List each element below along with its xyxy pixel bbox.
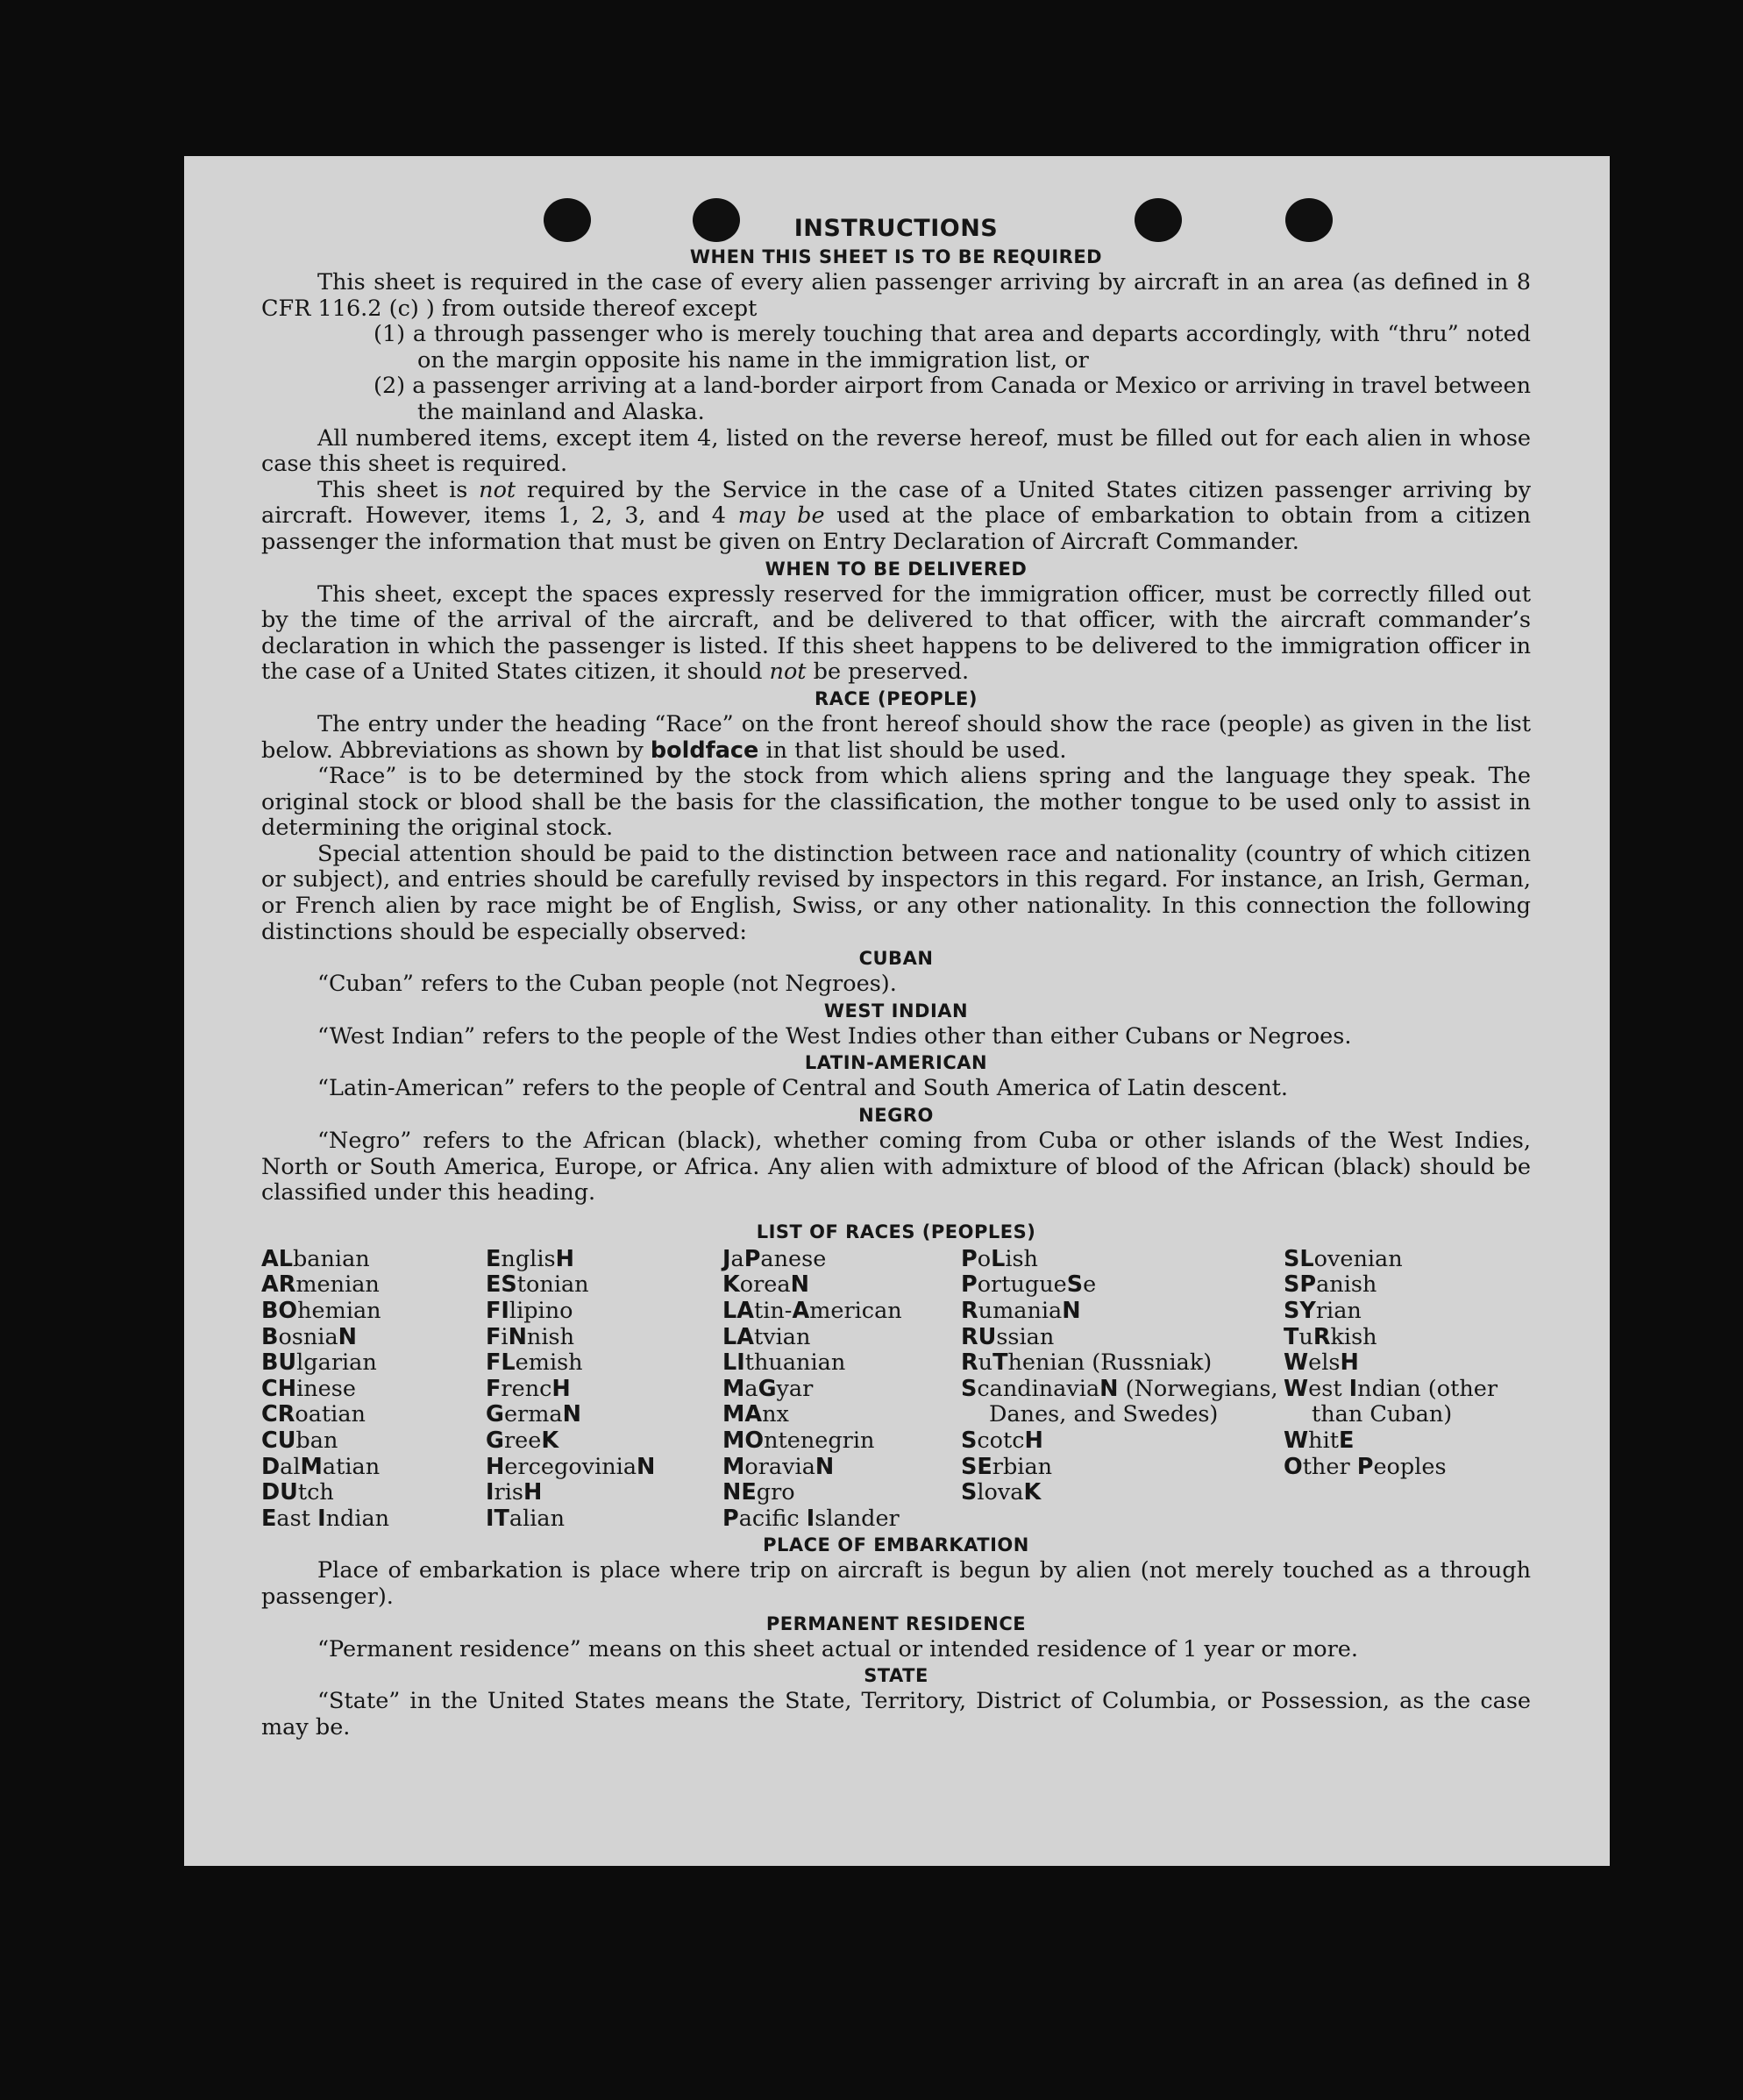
race-entry: BOhemian: [261, 1298, 381, 1324]
race-entry: IrisH: [486, 1479, 543, 1506]
heading-place-of-embarkation: PLACE OF EMBARKATION: [763, 1534, 1029, 1556]
race-entry: PoLish: [961, 1245, 1038, 1272]
race-entry: East Indian: [261, 1505, 390, 1532]
heading-latin-american: LATIN-AMERICAN: [804, 1052, 988, 1074]
race-column: [1284, 1247, 1531, 1533]
exception-2: (2) a passenger arriving at a land-border airport from Canada or Mexico or arriving in travel between the mainland and Alaska.: [374, 373, 1531, 425]
race-entry: SPanish: [1284, 1271, 1377, 1299]
required-intro: This sheet is required in the case of every alien passenger arriving by aircraft in an area (as defined in 8 CFR 116.2 (c) ) from outside thereof except: [261, 269, 1531, 322]
race-entry: FIlipino: [486, 1298, 573, 1324]
race-entry: DUtch: [261, 1479, 334, 1506]
page-title: INSTRUCTIONS: [793, 215, 999, 242]
citizen-note: This sheet is not required by the Service in the case of a United States citizen passenger arriving by aircraft. However, items 1, 2, 3, and 4 may be used at the place of embarkation to obtain from a citizen passenger the information that must be given on Entry Declaration of Aircraft Commander.: [261, 476, 1532, 555]
race-entry: DalMatian: [261, 1453, 381, 1480]
heading-race: RACE (PEOPLE): [815, 687, 978, 709]
latin-american-definition: “Latin-American” refers to the people of Central and South America of Latin descent.: [317, 1075, 1289, 1102]
race-entry: RUssian: [961, 1323, 1055, 1350]
race-paragraph-3: Special attention should be paid to the distinction between race and nationality (country of which citizen or subject), and entries should be carefully revised by inspectors in this regard. For instance, an Irish, German, or French alien by race might be of English, Swiss, or any other nationality. In this connection the following distinctions should be especially observed:: [261, 840, 1531, 945]
race-entry: RumaniaN: [961, 1298, 1081, 1324]
race-entry: WelsH: [1284, 1349, 1359, 1377]
cuban-definition: “Cuban” refers to the Cuban people (not Negroes).: [317, 971, 897, 998]
race-entry: LIthuanian: [722, 1349, 846, 1377]
race-entry: EnglisH: [486, 1245, 574, 1272]
race-entry: GermaN: [486, 1401, 581, 1428]
race-entry: Other Peoples: [1284, 1453, 1447, 1480]
race-entry: HercegoviniaN: [486, 1453, 656, 1480]
race-entry: SYrian: [1284, 1298, 1362, 1324]
heading-negro: NEGRO: [858, 1105, 934, 1127]
race-entry: KoreaN: [722, 1271, 809, 1299]
negro-definition: “Negro” refers to the African (black), whether coming from Cuba or other islands of the West Indies, North or South America, Europe, or Africa. Any alien with admixture of blood of the African (black) should be classified under this heading.: [261, 1128, 1531, 1207]
race-entry: Pacific Islander: [722, 1505, 900, 1532]
race-entry: EStonian: [486, 1271, 589, 1299]
embarkation-definition: Place of embarkation is place where trip on aircraft is begun by alien (not merely touched as a through passenger).: [261, 1557, 1531, 1610]
race-entry: FrencH: [486, 1375, 571, 1402]
race-entry: ARmenian: [261, 1271, 380, 1299]
race-paragraph-2: “Race” is to be determined by the stock from which aliens spring and the language they speak. The original stock or blood shall be the basis for the classification, the mother tongue to be used only to assist in determining the original stock.: [261, 763, 1531, 842]
race-entry: PortugueSe: [961, 1271, 1097, 1299]
heading-state: STATE: [864, 1665, 928, 1687]
race-entry: SLovenian: [1284, 1245, 1403, 1272]
race-entry: ScotcH: [961, 1427, 1043, 1454]
race-entry: MoraviaN: [722, 1453, 835, 1480]
heading-when-delivered: WHEN TO BE DELIVERED: [765, 558, 1028, 580]
race-entry: SErbian: [961, 1453, 1053, 1480]
race-entry: BosniaN: [261, 1323, 358, 1350]
residence-definition: “Permanent residence” means on this sheet actual or intended residence of 1 year or more.: [317, 1635, 1358, 1662]
race-entry: TuRkish: [1284, 1323, 1377, 1350]
race-entry: ALbanian: [261, 1245, 370, 1272]
race-column: [261, 1247, 486, 1533]
race-column: [961, 1247, 1284, 1533]
heading-when-required: WHEN THIS SHEET IS TO BE REQUIRED: [689, 246, 1103, 267]
race-entry: NEgro: [722, 1479, 795, 1506]
exception-1: (1) a through passenger who is merely touching that area and departs accordingly, with “thru” noted on the margin opposite his name in the immigration list, or: [374, 321, 1531, 374]
race-entry: SlovaK: [961, 1479, 1042, 1506]
race-entry: JaPanese: [722, 1245, 827, 1272]
race-entry: CRoatian: [261, 1401, 366, 1428]
heading-permanent-residence: PERMANENT RESIDENCE: [765, 1612, 1027, 1634]
race-entry: CHinese: [261, 1375, 356, 1402]
delivered-text: This sheet, except the spaces expressly reserved for the immigration officer, must be correctly filled out by the time of the arrival of the aircraft, and be delivered to that officer, with the aircraft commander’s declaration in which the passenger is listed. If this sheet happens to be delivered to the immigration officer in the case of a United States citizen, it should not be preserved.: [261, 580, 1531, 686]
race-entry: LAtvian: [722, 1323, 811, 1350]
race-entry: RuThenian (Russniak): [961, 1349, 1213, 1377]
race-entry: GreeK: [486, 1427, 559, 1454]
race-entry: BUlgarian: [261, 1349, 377, 1377]
numbered-items-note: All numbered items, except item 4, listed on the reverse hereof, must be filled out for each alien in whose case this sheet is required.: [261, 424, 1531, 478]
race-entry: FLemish: [486, 1349, 583, 1377]
race-paragraph-1: The entry under the heading “Race” on the front hereof should show the race (people) as given in the list below. Abbreviations as shown by boldface in that list should be used.: [261, 710, 1531, 764]
west-indian-definition: “West Indian” refers to the people of the West Indies other than either Cubans or Negroes.: [317, 1022, 1352, 1050]
heading-cuban: CUBAN: [858, 948, 934, 970]
race-entry: MOntenegrin: [722, 1427, 875, 1454]
heading-list-of-races: LIST OF RACES (PEOPLES): [756, 1221, 1036, 1242]
heading-west-indian: WEST INDIAN: [823, 1000, 969, 1022]
race-entry: MaGyar: [722, 1375, 814, 1402]
race-entry: ITalian: [486, 1505, 566, 1532]
race-entry: FiNnish: [486, 1323, 575, 1350]
race-list: [261, 1247, 1531, 1533]
race-entry: LAtin-American: [722, 1298, 902, 1324]
state-definition: “State” in the United States means the State, Territory, District of Columbia, or Possession, as the case may be.: [261, 1688, 1531, 1741]
race-entry: WhitE: [1284, 1427, 1355, 1454]
race-entry: CUban: [261, 1427, 338, 1454]
race-entry: MAnx: [722, 1401, 789, 1428]
instruction-sheet: [184, 156, 1610, 1866]
race-column: [722, 1247, 961, 1533]
race-column: [486, 1247, 722, 1533]
race-entry: ScandinaviaN (Norwegians, Danes, and Swedes): [961, 1375, 1278, 1428]
race-entry: West Indian (other than Cuban): [1284, 1375, 1498, 1428]
